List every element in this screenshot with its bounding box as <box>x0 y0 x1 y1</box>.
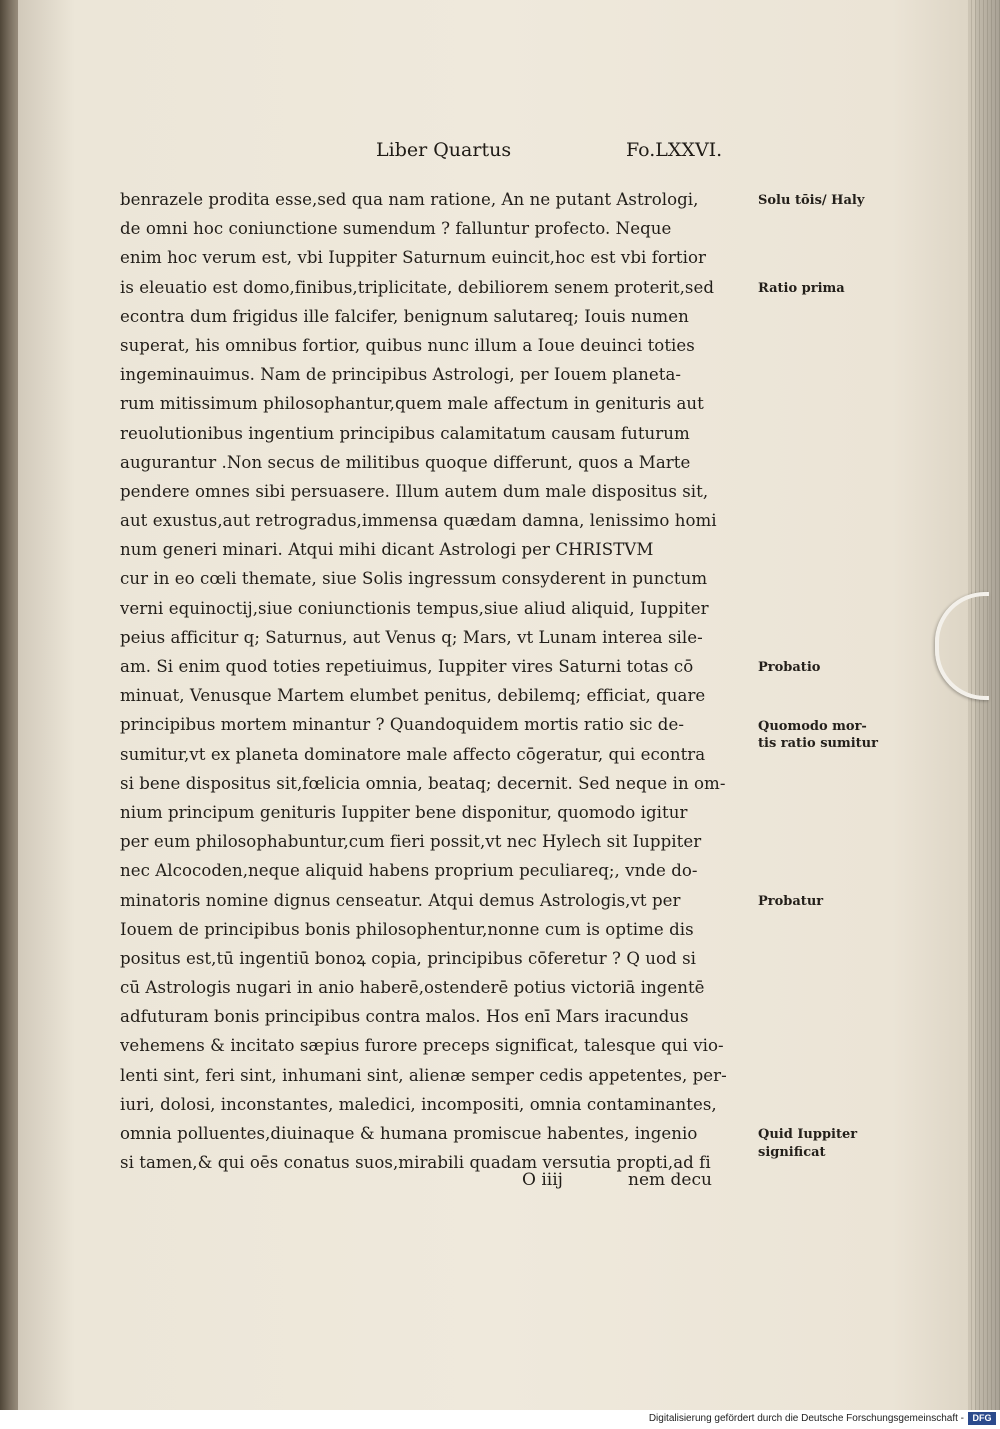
marginal-note: Solu tōis/ Haly <box>758 193 865 208</box>
text-line: omnia polluentes,diuinaque & humana promiscue habentes, ingenio <box>120 1124 698 1143</box>
text-line: aut exustus,aut retrogradus,immensa quædam damna, lenissimo homi <box>120 511 717 531</box>
footer-credit: Digitalisierung gefördert durch die Deutsche Forschungsgemeinschaft - <box>648 1413 964 1424</box>
marginal-note: tis ratio sumitur <box>758 736 878 752</box>
text-line: pendere omnes sibi persuasere. Illum autem dum male dispositus sit, <box>120 481 709 501</box>
text-line: positus est,tū ingentiū bonoꝝ copia, principibus cōferetur ? Q uod si <box>120 948 696 968</box>
text-line: per eum philosophabuntur,cum fieri possit,vt nec Hylech sit Iuppiter <box>120 832 702 852</box>
text-line: si bene dispositus sit,fœlicia omnia, beataq; decernit. Sed neque in om- <box>120 773 726 793</box>
text-line: si tamen,& qui oēs conatus suos,mirabili quadam versutia propti,ad fi <box>120 1153 711 1173</box>
marginal-note: Quomodo mor- <box>758 718 867 734</box>
text-line: ingeminauimus. Nam de principibus Astrologi, per Iouem planeta- <box>120 365 682 385</box>
signature-mark: O iiij <box>522 1170 563 1190</box>
text-line: superat, his omnibus fortior, quibus nunc illum a Ioue deuinci toties <box>120 335 695 355</box>
running-title: Liber Quartus <box>376 139 512 161</box>
text-line: econtra dum frigidus ille falcifer, benignum salutareq; Iouis numen <box>120 306 689 326</box>
folio-number: Fo.LXXVI. <box>626 139 723 161</box>
marginal-note: Probatio <box>758 660 821 676</box>
show-through-text <box>770 470 774 578</box>
text-line: is eleuatio est domo,finibus,triplicitate, debiliorem senem proterit,sed <box>120 277 715 297</box>
text-line: vehemens & incitato sæpius furore preceps significat, talesque qui vio- <box>120 1036 724 1056</box>
text-line: de omni hoc coniunctione sumendum ? falluntur profecto. Neque <box>120 219 672 239</box>
text-line: verni equinoctij,siue coniunctionis tempus,siue aliud aliquid, Iuppiter <box>120 598 709 618</box>
dfg-logo: DFG <box>968 1412 996 1425</box>
text-line: cū Astrologis nugari in anio haberē,ostenderē potius victoriā ingentē <box>120 978 705 998</box>
text-line: nium principum genituris Iuppiter bene disponitur, quomodo igitur <box>120 802 688 822</box>
text-line: adfuturam bonis principibus contra malos. Hos enī Mars iracundus <box>120 1007 689 1027</box>
main-text-block <box>120 185 740 1177</box>
text-line: iuri, dolosi, inconstantes, maledici, incompositi, omnia contaminantes, <box>120 1094 717 1114</box>
marginal-note: Ratio prima <box>758 280 845 296</box>
marginal-note: Probatur <box>758 893 824 909</box>
text-line: rum mitissimum philosophantur,quem male affectum in genituris aut <box>120 394 704 414</box>
text-line: minuat, Venusque Martem elumbet penitus, debilemq; efficiat, quare <box>120 686 706 706</box>
text-line: enim hoc verum est, vbi Iuppiter Saturnum euincit,hoc est vbi fortior <box>120 248 707 268</box>
text-line: num generi minari. Atqui mihi dicant Astrologi per CHRISTVM <box>120 540 654 560</box>
text-line: am. Si enim quod toties repetiuimus, Iuppiter vires Saturni totas cō <box>120 657 694 676</box>
text-line: sumitur,vt ex planeta dominatore male affecto cōgeratur, qui econtra <box>120 744 706 764</box>
text-line: peius afficitur q; Saturnus, aut Venus q; Mars, vt Lunam interea sile- <box>120 627 703 647</box>
text-line: cur in eo cœli themate, siue Solis ingressum consyderent in punctum <box>120 569 708 589</box>
catchword: nem decu <box>628 1170 712 1190</box>
text-line: benrazele prodita esse,sed qua nam ratione, An ne putant Astrologi, <box>120 190 699 209</box>
text-line: nec Alcocoden,neque aliquid habens proprium peculiareq;, vnde do- <box>120 861 698 881</box>
marginal-note: Quid Iuppiter <box>758 1127 858 1143</box>
text-line: augurantur .Non secus de militibus quoque differunt, quos a Marte <box>120 452 691 472</box>
text-line: minatoris nomine dignus censeatur. Atqui demus Astrologis,vt per <box>120 890 681 910</box>
page-stack-shadow <box>975 0 1000 1410</box>
text-line: Iouem de principibus bonis philosophentur,nonne cum is optime dis <box>120 919 694 939</box>
marginal-note: significat <box>758 1144 826 1160</box>
text-line: reuolutionibus ingentium principibus calamitatum causam futurum <box>120 423 690 443</box>
text-line: principibus mortem minantur ? Quandoquidem mortis ratio sic de- <box>120 715 685 735</box>
text-line: lenti sint, feri sint, inhumani sint, alienæ semper cedis appetentes, per- <box>120 1065 727 1085</box>
